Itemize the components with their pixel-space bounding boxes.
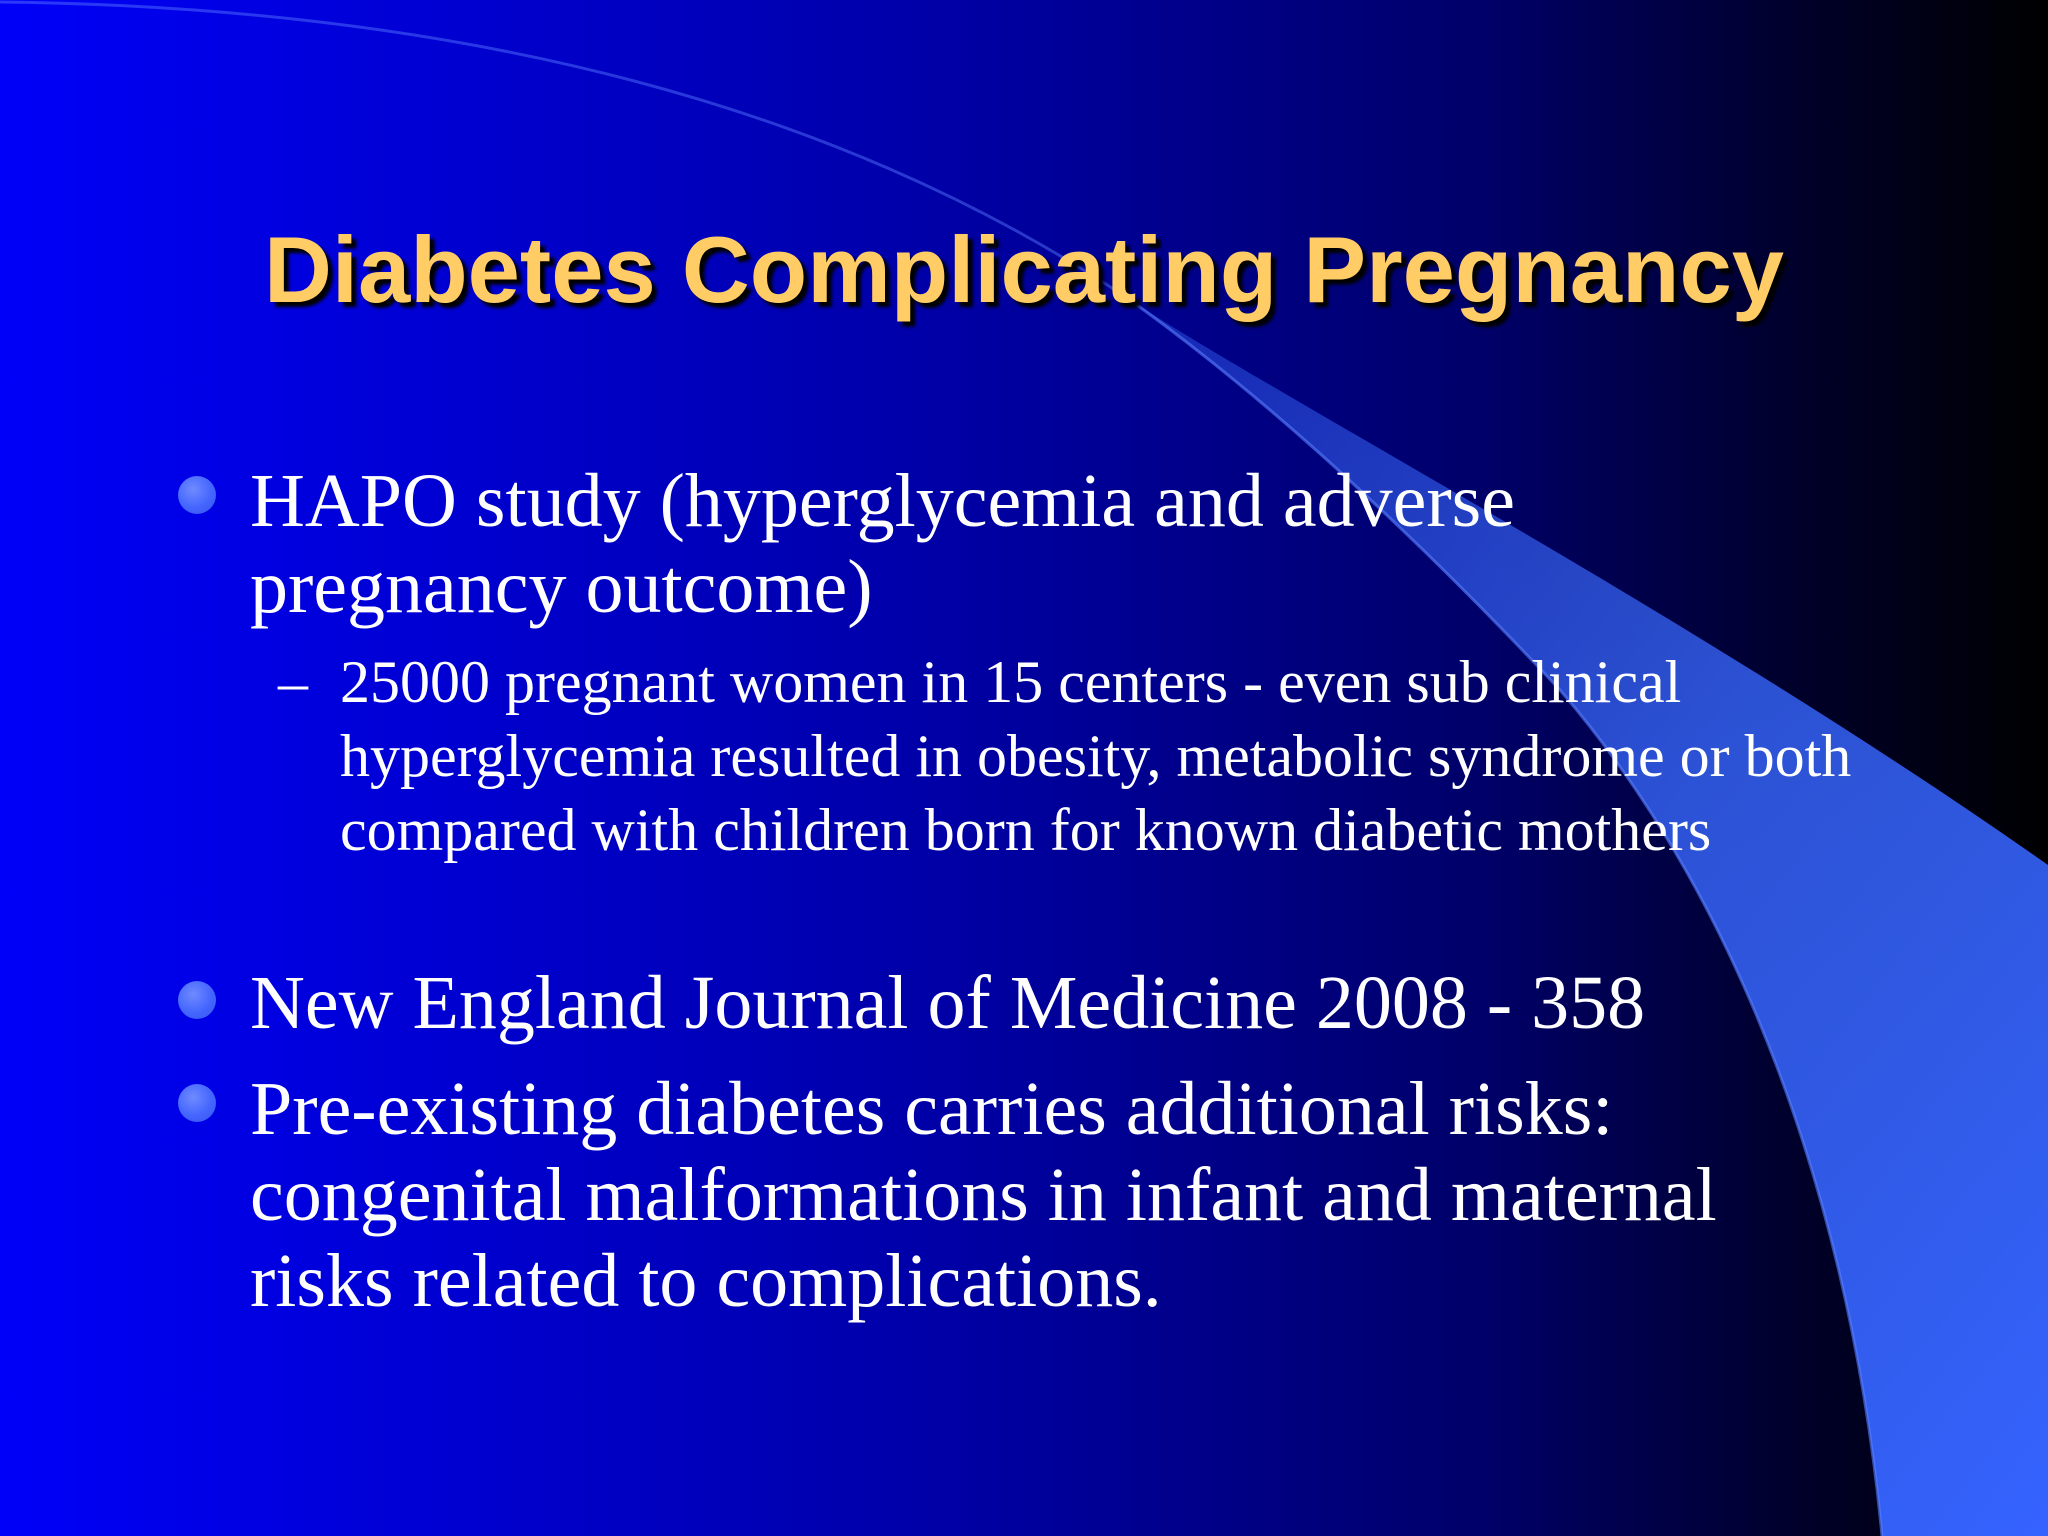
bullet-preexisting-diabetes: Pre-existing diabetes carries additional risks: congenital malformations in infant and maternal risks related to complications. <box>250 1067 1717 1323</box>
bullet-hapo-study: HAPO study (hyperglycemia and adverse pregnancy outcome) <box>250 459 1515 629</box>
bullet-dot-icon <box>178 1084 216 1122</box>
slide-title: Diabetes Complicating Pregnancy <box>263 217 1785 322</box>
bullet-nejm-reference: New England Journal of Medicine 2008 - 358 <box>250 961 1646 1045</box>
bullet-dot-icon <box>178 981 216 1019</box>
bullet-dot-icon <box>178 476 216 514</box>
sub-bullet-hapo-details: 25000 pregnant women in 15 centers - even sub clinical hyperglycemia resulted in obesity, metabolic syndrome or both compared with children born for known diabetic mothers <box>340 649 1852 863</box>
sub-bullet-dash: – <box>278 649 308 715</box>
